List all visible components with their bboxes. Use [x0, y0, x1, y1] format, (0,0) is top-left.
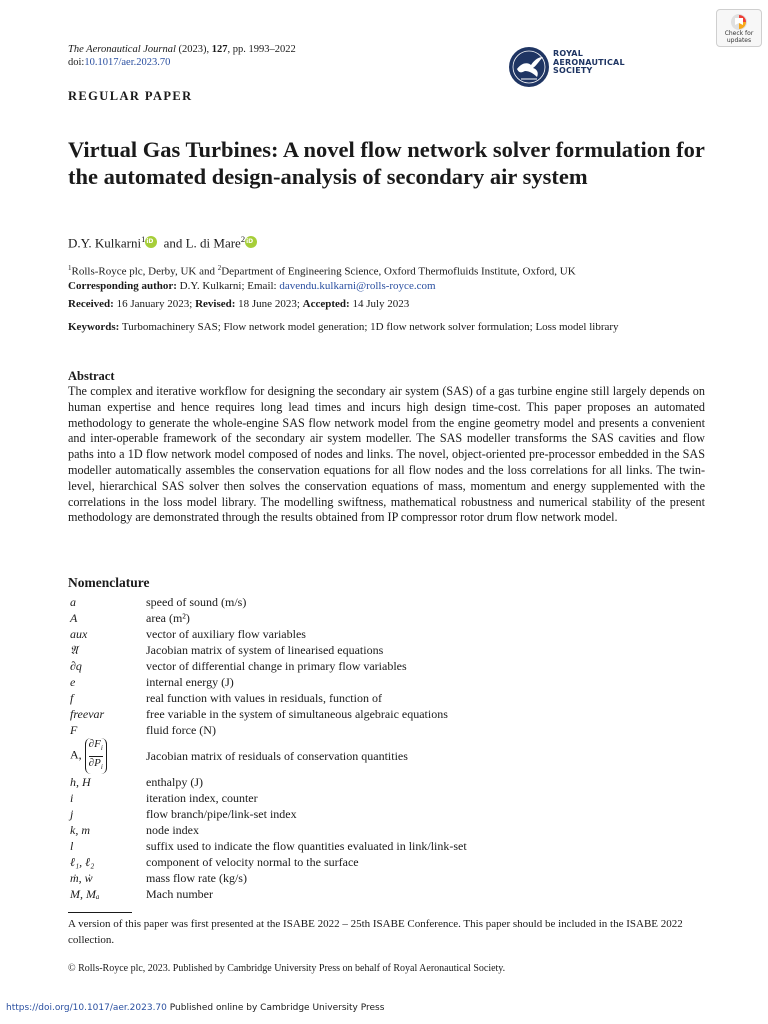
nomenclature-row: [68, 674, 467, 690]
nomenclature-row: [68, 886, 467, 902]
nomenclature-symbol: M, Mₐ: [70, 887, 100, 901]
nomenclature-symbol: i: [70, 791, 74, 805]
fraction-numerator: $\partial F_i$: [89, 738, 103, 756]
author-1-name: D.Y. Kulkarni: [68, 235, 142, 251]
nomenclature-row: [68, 690, 467, 706]
fraction-denominator: $\partial P_i$: [88, 756, 103, 771]
doi-link[interactable]: 10.1017/aer.2023.70: [84, 57, 171, 68]
affil-1-marker: 1: [68, 264, 72, 272]
society-logo: [507, 43, 637, 93]
nomenclature-row: [68, 822, 467, 838]
nomenclature-description: speed of sound (m/s): [146, 595, 247, 609]
journal-name: The Aeronautical Journal: [68, 44, 176, 55]
nomenclature-row: [68, 790, 467, 806]
nomenclature-symbol: f: [70, 691, 74, 705]
journal-citation: [68, 43, 296, 69]
copyright: © Rolls-Royce plc, 2023. Published by Cambridge University Press on behalf of Royal Aeronautical Society.: [68, 963, 506, 974]
abstract-heading: Abstract: [68, 369, 115, 383]
footnote: A version of this paper was first presented at the ISABE 2022 – 25th ISABE Conference. This paper should be included in the ISABE 2022 collection.: [68, 918, 683, 946]
nomenclature-symbol: ℓ₁, ℓ₂: [70, 855, 95, 869]
nomenclature-row: [68, 658, 467, 674]
nomenclature-description: node index: [146, 823, 199, 837]
nomenclature-description: vector of auxiliary flow variables: [146, 627, 306, 641]
accepted-label: Accepted:: [302, 298, 350, 310]
footnote-divider: [68, 912, 132, 913]
nomenclature-symbol: F: [70, 723, 78, 737]
society-line1: ROYAL: [553, 49, 583, 58]
revised-date: 18 June 2023;: [235, 298, 303, 310]
received-label: Received:: [68, 298, 114, 310]
nomenclature-row: [68, 610, 467, 626]
nomenclature-description: enthalpy (J): [146, 775, 203, 789]
society-line3: SOCIETY: [553, 66, 593, 75]
nomenclature-table: [68, 594, 467, 902]
article-type: REGULAR PAPER: [68, 89, 193, 103]
bottom-bar: [6, 1003, 384, 1013]
nomenclature-description: fluid force (N): [146, 723, 216, 737]
affil-1-text: Rolls-Royce plc, Derby, UK and: [71, 265, 218, 278]
journal-pages: , pp. 1993–2022: [227, 44, 296, 55]
nomenclature-description: component of velocity normal to the surface: [146, 855, 359, 869]
published-online: Published online by Cambridge University Press: [166, 1003, 385, 1013]
nomenclature-row: [68, 870, 467, 886]
nomenclature-row: [68, 838, 467, 854]
nomenclature-symbol: [68, 738, 146, 774]
nomenclature-row: [68, 774, 467, 790]
corresponding-label: Corresponding author:: [68, 279, 177, 292]
paper-title: Virtual Gas Turbines: A novel flow network solver formulation for the automated design-analysis of secondary air system: [68, 137, 705, 189]
affiliations: [68, 261, 718, 293]
keywords-label: Keywords:: [68, 321, 120, 333]
orcid-icon[interactable]: [245, 236, 257, 248]
check-for-updates-button[interactable]: [716, 9, 762, 47]
author-2-name: L. di Mare: [185, 235, 241, 251]
nomenclature-row: [68, 706, 467, 722]
nomenclature-description: mass flow rate (kg/s): [146, 871, 247, 885]
ras-emblem-icon: [507, 45, 551, 89]
nomenclature-description: Jacobian matrix of system of linearised equations: [146, 643, 384, 657]
nomenclature-symbol: l: [70, 839, 74, 853]
nomenclature-description: vector of differential change in primary flow variables: [146, 659, 407, 673]
keywords: [68, 321, 718, 333]
nomenclature-symbol: a: [70, 595, 76, 609]
society-line2: AERONAUTICAL: [553, 57, 625, 67]
author-conjunction: and: [160, 235, 186, 251]
doi-prefix: doi:: [68, 57, 85, 68]
nomenclature-description: internal energy (J): [146, 675, 234, 689]
nomenclature-description: suffix used to indicate the flow quantities evaluated in link/link-set: [146, 839, 467, 853]
nomenclature-description: Mach number: [146, 887, 213, 901]
affil-2-marker: 2: [217, 264, 222, 272]
nomenclature-row: [68, 738, 467, 774]
nomenclature-description: real function with values in residuals, function of: [146, 691, 382, 705]
symbol-prefix: A,: [70, 747, 85, 762]
nomenclature-symbol: k, m: [70, 823, 90, 837]
partial-derivative-fraction: [85, 738, 107, 773]
nomenclature-symbol: freevar: [70, 707, 105, 721]
author-2-affil: 2: [240, 234, 246, 244]
nomenclature-symbol: ∂q: [70, 659, 82, 673]
nomenclature-description: iteration index, counter: [146, 791, 258, 805]
nomenclature-symbol: 𝔄: [70, 643, 78, 657]
email-link[interactable]: davendu.kulkarni@rolls-royce.com: [279, 279, 436, 292]
nomenclature-heading: Nomenclature: [68, 575, 150, 590]
bottom-doi-link[interactable]: https://doi.org/10.1017/aer.2023.70: [6, 1003, 167, 1013]
corresponding-text: D.Y. Kulkarni; Email:: [176, 279, 280, 292]
journal-volume: 127: [211, 44, 228, 55]
nomenclature-row: [68, 626, 467, 642]
check-label-line2: updates: [726, 36, 752, 44]
nomenclature-symbol: j: [70, 807, 74, 821]
orcid-icon[interactable]: [145, 236, 157, 248]
nomenclature-description: flow branch/pipe/link-set index: [146, 807, 297, 821]
journal-year: (2023),: [175, 44, 212, 55]
nomenclature-row: [68, 722, 467, 738]
revised-label: Revised:: [195, 298, 236, 310]
nomenclature-description: area (m²): [146, 611, 190, 625]
check-label-line1: Check for: [724, 30, 754, 37]
nomenclature-row: [68, 642, 467, 658]
received-date: 16 January 2023;: [113, 298, 196, 310]
author-1-affil: 1: [141, 234, 146, 244]
nomenclature-row: [68, 594, 467, 610]
check-for-updates-label: [717, 31, 761, 44]
nomenclature-row: [68, 806, 467, 822]
affil-2-text: Department of Engineering Science, Oxford Thermofluids Institute, Oxford, UK: [221, 265, 576, 278]
keywords-text: Turbomachinery SAS; Flow network model generation; 1D flow network solver formulation; Loss model library: [119, 321, 619, 333]
crossmark-icon: [730, 13, 748, 31]
nomenclature-symbol: e: [70, 675, 76, 689]
nomenclature-description: Jacobian matrix of residuals of conservation quantities: [146, 749, 408, 763]
nomenclature-row: [68, 854, 467, 870]
nomenclature-symbol: ṁ, ẇ: [70, 871, 93, 885]
abstract-body: The complex and iterative workflow for designing the secondary air system (SAS) of a gas turbine engine still largely depends on human expertise and hence requires long lead times and incurs high design time-cost. This paper proposes an automated methodology to generate the whole-engine SAS flow network model from the engine geometry model and presents a convenient and inter-operable framework of the secondary air system modeller. The SAS modeller transforms the SAS cavities and flow paths into a 1D flow network model composed of nodes and links. The novel, object-oriented pre-processor embedded in the SAS modeller automatically assembles the conservation equations for all flow nodes and the loss correlations for all links. The twin-level, hierarchical SAS solver then solves the conservation equations of mass, momentum and energy supplemented with the correlations in the loss model library. The modelling swiftness, mathematical robustness and numerical stability of the present methodology are demonstrated through the results obtained from IP compressor rotor drum flow network model.: [68, 384, 705, 525]
nomenclature-symbol: aux: [70, 627, 88, 641]
publication-dates: [68, 298, 409, 310]
nomenclature-symbol: A: [70, 611, 78, 625]
author-line: [68, 234, 260, 251]
nomenclature-description: free variable in the system of simultaneous algebraic equations: [146, 707, 448, 721]
accepted-date: 14 July 2023: [349, 298, 410, 310]
nomenclature-symbol: h, H: [70, 775, 91, 789]
society-name: [553, 50, 625, 76]
